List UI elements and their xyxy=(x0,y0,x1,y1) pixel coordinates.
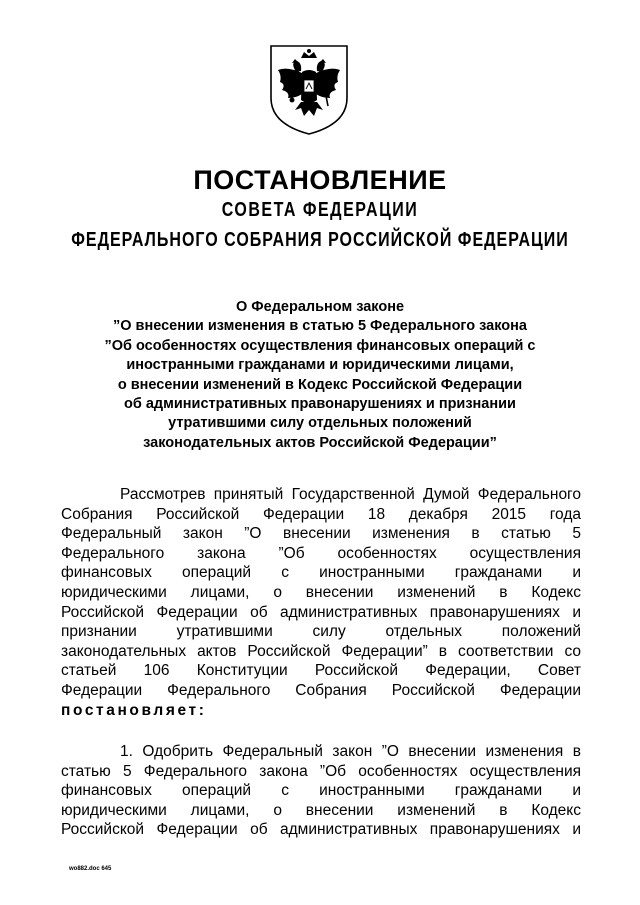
preamble-paragraph xyxy=(61,485,581,720)
body-line: 1. Одобрить Федеральный закон ”О внесении изменения в xyxy=(120,743,581,760)
body-line: законодательных актов Российской Федерации” в соответствии со xyxy=(61,642,581,660)
body-line: Федерального закона ”Об особенностях осуществления xyxy=(61,544,581,562)
document-title xyxy=(60,298,580,453)
body-line: юридическими лицами, о внесении изменений в Кодекс xyxy=(61,583,581,601)
body-line: финансовых операций с иностранными гражданами и xyxy=(61,782,581,800)
body-line: финансовых операций с иностранными гражданами и xyxy=(61,564,581,582)
body-line: статью 5 Федерального закона ”Об особенностях осуществления xyxy=(61,762,581,780)
title-line: утратившими силу отдельных положений xyxy=(168,415,472,432)
body-line: юридическими лицами, о внесении изменений в Кодекс xyxy=(61,801,581,819)
title-line: иностранными гражданами и юридическими лицами, xyxy=(126,357,514,374)
body-line: Российской Федерации об административных правонарушениях и xyxy=(61,603,581,621)
body-line: Российской Федерации об административных правонарушениях и xyxy=(61,821,581,839)
document-type-heading: ПОСТАНОВЛЕНИЕ xyxy=(193,165,447,195)
body-line: Рассмотрев принятый Государственной Думой Федерального xyxy=(120,486,581,503)
title-line: об административных правонарушениях и признании xyxy=(124,396,516,413)
file-reference: wo882.doc 645 xyxy=(69,866,112,872)
title-line: ”Об особенностях осуществления финансовых операций с xyxy=(104,337,536,354)
body-line: Федеральный закон ”О внесении изменения в статью 5 xyxy=(61,525,581,543)
title-line: О Федеральном законе xyxy=(235,299,405,315)
coat-of-arms-emblem-icon xyxy=(268,44,350,136)
body-line: Федерации Федерального Собрания Российской Федерации xyxy=(61,681,581,699)
body-line: Собрания Российской Федерации 18 декабря 2015 года xyxy=(61,505,581,523)
issuer-line-2: ФЕДЕРАЛЬНОГО СОБРАНИЯ РОССИЙСКОЙ ФЕДЕРАЦИИ xyxy=(71,229,569,251)
title-line: ”О внесении изменения в статью 5 Федерального закона xyxy=(112,318,527,335)
body-line: статьей 106 Конституции Российской Федерации, Совет xyxy=(61,662,581,680)
resolves-word: постановляет: xyxy=(61,701,207,719)
title-line: о внесении изменений в Кодекс Российской Федерации xyxy=(117,376,523,393)
body-line: признании утратившими силу отдельных положений xyxy=(61,623,581,641)
title-line: законодательных актов Российской Федерации” xyxy=(143,434,497,451)
issuer-line-1: СОВЕТА ФЕДЕРАЦИИ xyxy=(221,199,419,221)
clause-1-paragraph xyxy=(61,742,581,840)
